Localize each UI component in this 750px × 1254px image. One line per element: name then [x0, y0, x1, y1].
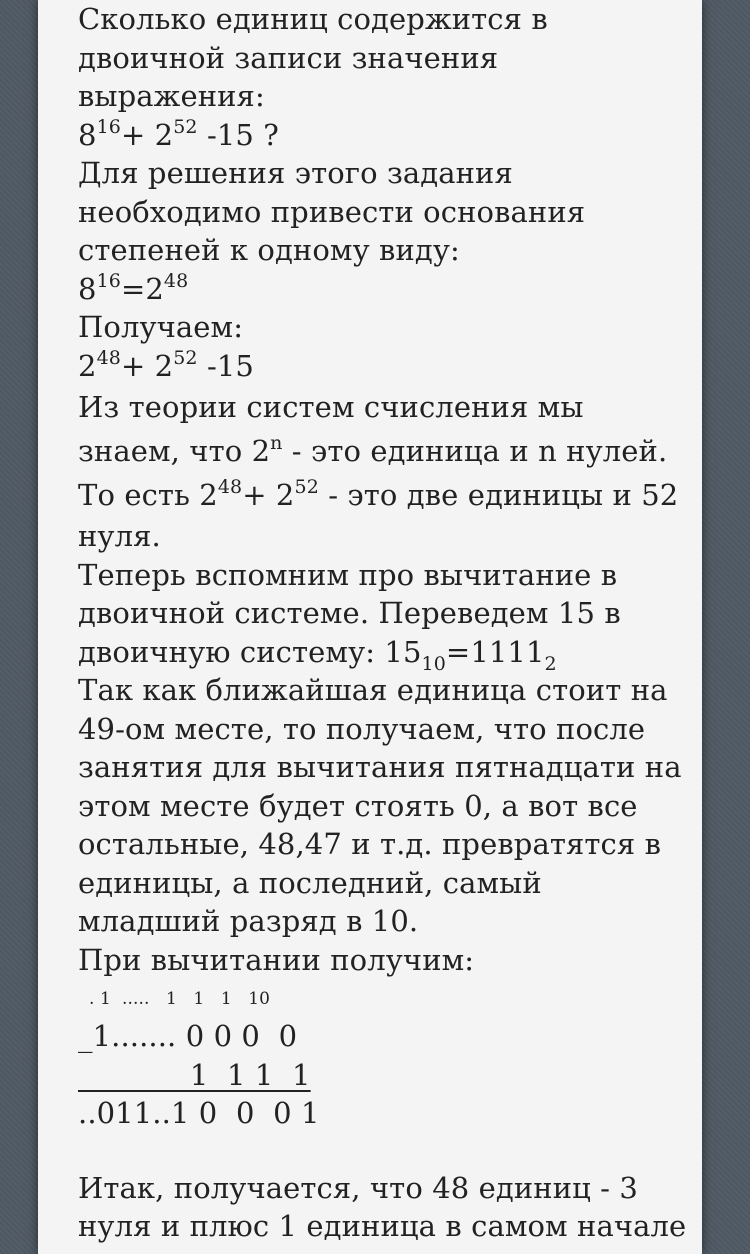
paragraph-line: Получаем: [78, 310, 244, 344]
paragraph-line: Из теории систем счисления мы [78, 390, 584, 424]
subtraction-minuend: _1....... 0 0 0 0 [78, 1019, 298, 1053]
paragraph-line: Для решения этого задания [78, 156, 513, 190]
paragraph-line: младший разряд в 10. [78, 904, 419, 938]
subtraction-borrow-row: . 1 ..... 1 1 1 10 [78, 989, 271, 1009]
blank-line [78, 1133, 694, 1169]
equation-result: $2^{48}+ 2^{52}$ -15 [78, 346, 254, 383]
question-line-1: Сколько единиц содержится в [78, 2, 548, 36]
paragraph-line: Теперь вспомним про вычитание в [78, 557, 618, 592]
solution-text [78, 0, 694, 1246]
paragraph-line: остальные, 48,47 и т.д. превратятся в [78, 827, 661, 861]
paragraph-line: двоичной системе. Переведем 15 в [78, 596, 621, 630]
question-line-3: выражения: [78, 79, 265, 113]
paragraph-line: Так как ближайшая единица стоит на [78, 673, 668, 707]
paragraph-line: 49-ом месте, то получаем, что после [78, 711, 646, 746]
document-page [38, 0, 702, 1254]
paragraph-line: нуля. [78, 519, 161, 553]
question-line-2: двоичной записи значения [78, 40, 499, 75]
equation-base-conversion: $8^{16}=2^{48}$ [78, 269, 189, 306]
paragraph-line: двоичную систему: $15_{10}=1111_2$ [78, 634, 557, 675]
conclusion-line: Итак, получается, что 48 единиц - 3 [78, 1170, 638, 1205]
subtraction-result: ..011..1 0 0 0 1 [78, 1096, 320, 1130]
paragraph-line: этом месте будет стоять 0, а вот все [78, 788, 638, 823]
paragraph-line: знаем, что 2$^n$ - это единица и n нулей. [78, 432, 668, 468]
subtraction-subtrahend: 1 1 1 1 [78, 1057, 311, 1092]
paragraph-line: То есть $2^{48}+ 2^{52}$ - это две единицы и 52 [78, 476, 679, 512]
paragraph-line: единицы, а последний, самый [78, 865, 542, 900]
subtraction-heading: При вычитании получим: [78, 942, 475, 977]
paragraph-line: необходимо привести основания [78, 194, 586, 229]
paragraph-line: занятия для вычитания пятнадцати на [78, 750, 682, 784]
paragraph-line: степеней к одному виду: [78, 233, 460, 267]
conclusion-line: нуля и плюс 1 единица в самом начале [78, 1209, 687, 1243]
question-expression: $8^{16}+ 2^{52}$ -15 ? [78, 115, 279, 152]
